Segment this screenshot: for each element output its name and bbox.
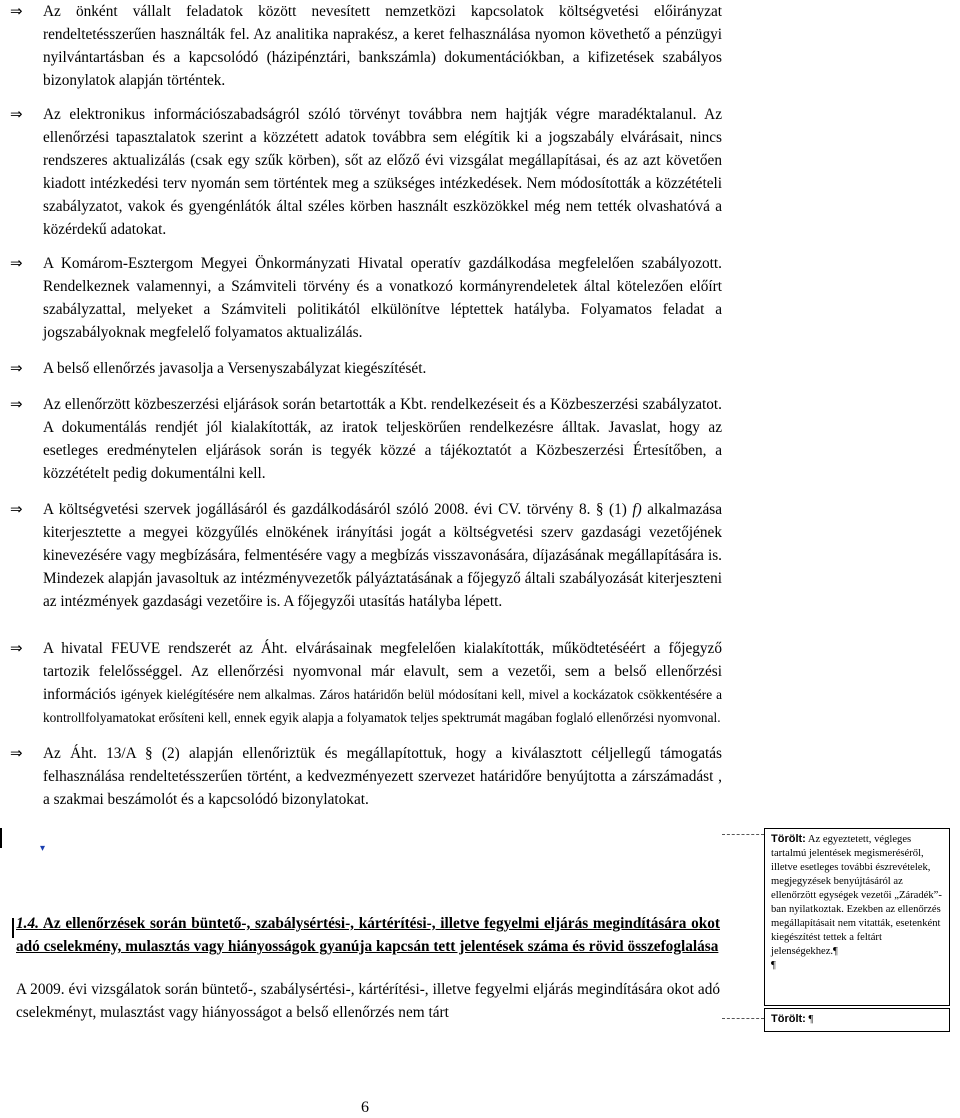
comment-text: ¶ <box>808 1014 814 1025</box>
arrow-bullet-icon: ⇒ <box>10 2 23 20</box>
page-number: 6 <box>361 1099 369 1116</box>
bullet-paragraph-belso <box>10 357 722 380</box>
paragraph-part: A hivatal FEUVE rendszerét az Áht. elvárásainak megfelelően kialakították, működtetéséért a főjegyző tartozik felelősséggel. Az ellenőrzési nyomvonal már elavult, sem a vezetői, sem a belső ellenőrzési információs <box>43 640 722 703</box>
comment-label: Törölt: <box>771 1013 806 1025</box>
section-number: 1.4. <box>16 915 39 932</box>
arrow-bullet-icon: ⇒ <box>10 105 23 123</box>
section-heading <box>16 912 720 958</box>
deleted-comment-balloon-2[interactable] <box>764 1008 950 1032</box>
bullet-paragraph-3 <box>10 252 722 344</box>
paragraph-part-small: igények kielégítésére nem alkalmas. Záros határidőn belül módosítani kell, mivel a kockázatok csökkentésére a kontrollfolyamatokat erősíteni kell, ennek egyik alapja a folyamatok teljes spektrumát magában foglaló ellenőrzési nyomvonal. <box>43 687 723 725</box>
revision-bar <box>12 918 14 938</box>
paragraph-part: alkalmazása kiterjesztette a megyei közgyűlés elnökének irányítási jogát a költségvetési szerv gazdasági vezetőjének kinevezésére vagy megbízására, felmentésére vagy a megbízás visszavonására, díjazásának megállapítására is. Mindezek alapján javasoltuk az intézményvezetők pályáztatásának a főjegyző általi szabályozását kiterjeszteni az intézmények gazdasági vezetőire is. A főjegyzői utasítás hatályba lépett. <box>43 501 722 610</box>
arrow-bullet-icon: ⇒ <box>10 359 23 377</box>
paragraph-part-italic: f) <box>632 501 642 518</box>
bullet-paragraph-7 <box>10 637 722 729</box>
comment-tail: ¶ <box>771 960 776 971</box>
comment-text: Az egyeztetett, végleges tartalmú jelentések megismeréséről, illetve esetleges további észrevételek, megjegyzések benyújtásáról az ellenőrzött egységek vezetői „Záradék”-ban nyilatkoztak. Ezekben az ellenőrzés megállapításait nem vitatták, esetenként kiegészítést tettek a feltárt jelenségekhez.¶ <box>771 834 942 957</box>
comment-anchor-icon[interactable]: ▾ <box>40 843 46 854</box>
bullet-paragraph-1 <box>10 0 722 92</box>
paragraph-text <box>43 498 722 613</box>
paragraph-text <box>43 637 722 729</box>
paragraph-text: Az elektronikus információszabadságról szóló törvényt továbbra nem hajtják végre maradéktalanul. Az ellenőrzési tapasztalatok szerint a közzétett adatok továbbra sem elégítik ki a jogszabály elvárásait, nincs rendszeres aktualizálás (csak egy szűk körben), sőt az előző évi vizsgálat megállapításai, és az azt követően kiadott intézkedési terv nyomán sem történtek meg a szükséges intézkedések. Nem módosították a közzétételi szabályzatot, vakok és gyengénlátók által széles körben használt eszközökkel még nem tették olvashatóvá a közérdekű adatokat. <box>43 106 722 238</box>
paragraph-part: A költségvetési szervek jogállásáról és gazdálkodásáról szóló 2008. évi CV. törvény 8. § (1) <box>43 501 627 518</box>
bullet-paragraph-5 <box>10 393 722 485</box>
deleted-comment-balloon[interactable] <box>764 828 950 1006</box>
section-title: Az ellenőrzések során büntető-, szabálysértési-, kártérítési-, illetve fegyelmi eljárás megindítására okot adó cselekmény, mulasztás vagy hiányosságok gyanúja kapcsán tett jelentések száma és rövid összefoglalása <box>16 915 720 955</box>
arrow-bullet-icon: ⇒ <box>10 395 23 413</box>
comment-connector <box>722 1018 764 1020</box>
bullet-paragraph-2 <box>10 103 722 241</box>
comment-connector <box>722 834 764 836</box>
paragraph-text: A Komárom-Esztergom Megyei Önkormányzati Hivatal operatív gazdálkodása megfelelően szabályozott. Rendelkeznek valamennyi, a Számviteli törvény és a vonatkozó kormányrendeletek által kötelezően előírt szabályzattal, melyeket a Számviteli politikától elkülönítve léptettek hatályba. Folyamatos feladat a jogszabályoknak megfelelő folyamatos aktualizálás. <box>43 255 722 341</box>
paragraph-text: Az Áht. 13/A § (2) alapján ellenőriztük és megállapítottuk, hogy a kiválasztott céljellegű támogatás felhasználása rendeltetésszerűen történt, a kedvezményezett szervezet határidőre benyújtotta a zárszámadást , a szakmai beszámolót és a kapcsolódó bizonylatokat. <box>43 745 722 808</box>
revision-bar <box>0 828 2 848</box>
paragraph-text: Az ellenőrzött közbeszerzési eljárások során betartották a Kbt. rendelkezéseit és a Közbeszerzési szabályzatot. A dokumentálás rendjét jól kialakították, az iratok teljeskörűen rendelkezésre álltak. Javaslat, hogy az esetleges eredménytelen eljárások során is tegyék közzé a tájékoztatót a Közbeszerzési Értesítőben, a közzétételt pedig dokumentálni kell. <box>43 396 722 482</box>
arrow-bullet-icon: ⇒ <box>10 254 23 272</box>
section-body-text: A 2009. évi vizsgálatok során büntető-, szabálysértési-, kártérítési-, illetve fegyelmi eljárás megindítására okot adó cselekményt, mulasztást vagy hiányosságot a belső ellenőrzés nem tárt <box>16 981 720 1021</box>
bullet-paragraph-6 <box>10 498 722 613</box>
arrow-bullet-icon: ⇒ <box>10 639 23 657</box>
arrow-bullet-icon: ⇒ <box>10 500 23 518</box>
comment-label: Törölt: <box>771 833 806 845</box>
paragraph-text: Az önként vállalt feladatok között nevesített nemzetközi kapcsolatok költségvetési előirányzat rendeltetésszerűen használták fel. Az analitika naprakész, a keret felhasználása nyomon követhető a pénzügyi nyilvántartásban és a kapcsolódó (házipénztári, bankszámla) dokumentációkban, a kifizetések szabályos bizonylatok alapján történtek. <box>43 3 722 89</box>
bullet-paragraph-8 <box>10 742 722 811</box>
paragraph-text: A belső ellenőrzés javasolja a Versenyszabályzat kiegészítését. <box>43 360 427 377</box>
arrow-bullet-icon: ⇒ <box>10 744 23 762</box>
